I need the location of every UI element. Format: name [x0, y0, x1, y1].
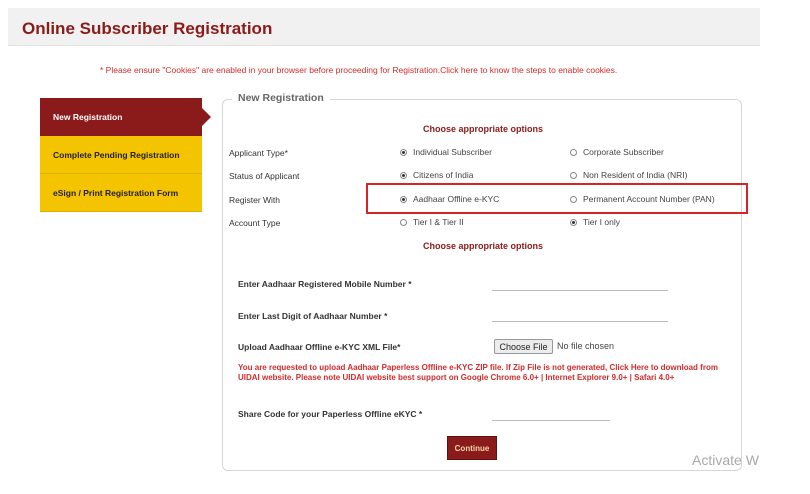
radio-label: Permanent Account Number (PAN): [583, 194, 715, 204]
cookie-notice[interactable]: * Please ensure "Cookies" are enabled in your browser before proceeding for Registration.Click here to know the steps to enable cookies.: [100, 65, 618, 75]
last-digit-label: Enter Last Digit of Aadhaar Number *: [238, 311, 388, 321]
sidebar-item-esign-print[interactable]: eSign / Print Registration Form: [40, 174, 202, 212]
radio-unselected-icon: [570, 172, 577, 179]
page-title: Online Subscriber Registration: [22, 19, 273, 38]
radio-label: Tier I & Tier II: [413, 217, 464, 227]
choose-options-heading-2: Choose appropriate options: [423, 241, 544, 251]
share-code-label: Share Code for your Paperless Offline eKYC *: [238, 409, 423, 419]
header-bar: [8, 8, 760, 46]
radio-label: Citizens of India: [413, 170, 474, 180]
last-digit-input[interactable]: [492, 321, 668, 322]
sidebar-item-new-registration[interactable]: New Registration: [40, 98, 202, 136]
radio-unselected-icon: [400, 219, 407, 226]
activate-windows-watermark: Activate W: [692, 452, 759, 468]
radio-selected-icon: [400, 172, 407, 179]
continue-button[interactable]: Continue: [447, 436, 497, 460]
radio-label: Aadhaar Offline e-KYC: [413, 194, 500, 204]
radio-selected-icon: [570, 219, 577, 226]
radio-selected-icon: [400, 149, 407, 156]
radio-label: Tier I only: [583, 217, 621, 227]
radio-nri[interactable]: [570, 170, 687, 180]
account-type-label: Account Type: [229, 218, 281, 228]
no-file-status: No file chosen: [557, 341, 615, 351]
radio-unselected-icon: [570, 149, 577, 156]
status-of-applicant-label: Status of Applicant: [229, 171, 300, 181]
share-code-input[interactable]: [492, 420, 610, 421]
choose-options-heading: Choose appropriate options: [423, 124, 544, 134]
choose-file-button[interactable]: Choose File: [494, 339, 553, 354]
fieldset-legend: New Registration: [232, 92, 330, 104]
mobile-number-label: Enter Aadhaar Registered Mobile Number *: [238, 279, 412, 289]
sidebar-item-complete-pending[interactable]: Complete Pending Registration: [40, 136, 202, 174]
sidebar: [40, 98, 202, 212]
radio-citizens-of-india[interactable]: [400, 170, 473, 180]
mobile-number-input[interactable]: [492, 290, 668, 291]
upload-xml-label: Upload Aadhaar Offline e-KYC XML File*: [238, 342, 401, 352]
highlight-box: [366, 183, 748, 214]
radio-corporate-subscriber[interactable]: [570, 147, 664, 157]
radio-tier1-only[interactable]: [570, 217, 620, 227]
radio-label: Non Resident of India (NRI): [583, 170, 688, 180]
register-with-label: Register With: [229, 195, 281, 205]
applicant-type-label: Applicant Type*: [229, 148, 288, 158]
radio-label: Individual Subscriber: [413, 147, 492, 157]
radio-individual-subscriber[interactable]: [400, 147, 492, 157]
radio-label: Corporate Subscriber: [583, 147, 664, 157]
upload-warning-text[interactable]: You are requested to upload Aadhaar Paperless Offline e-KYC ZIP file. If Zip File is not generated, Click Here to download from UIDAI website. Please note UIDAI website best support on Google Chrome 6.0+ | Internet Explorer 9.0+ | Safari 4.0+: [238, 363, 718, 382]
radio-tier1-tier2[interactable]: [400, 217, 464, 227]
